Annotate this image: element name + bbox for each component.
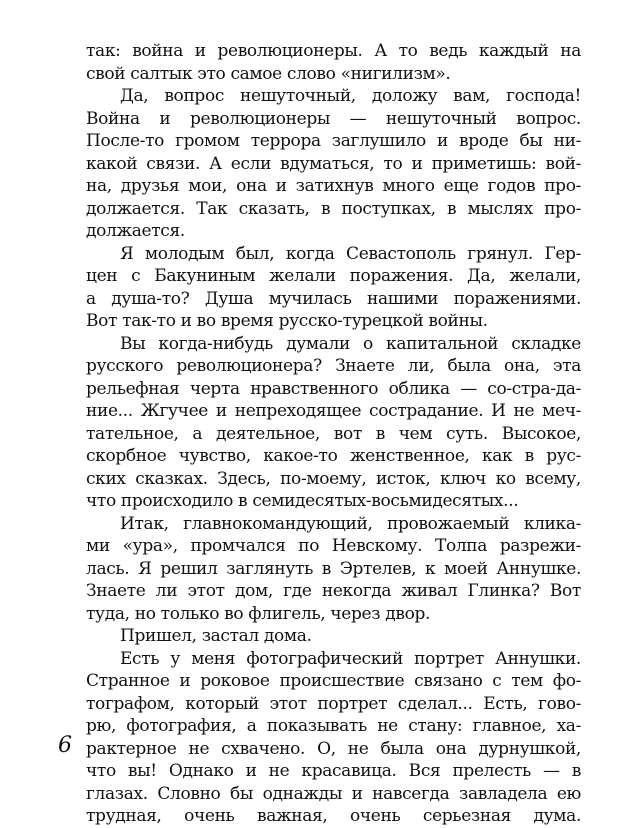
text-line: рактерное не схвачено. О, не была она дурнушкой,: [86, 738, 581, 759]
text-line: Вот так-то и во время русско-турецкой войны.: [86, 311, 488, 331]
text-line: тографом, который этот портрет сделал... Есть, гово-: [86, 693, 581, 714]
text-line: русского революционера? Знаете ли, была она, эта: [86, 356, 581, 376]
text-line: цен с Бакуниным желали поражения. Да, желали,: [86, 266, 581, 286]
text-line: свой салтык это самое слово «нигилизм».: [86, 63, 451, 84]
page-number: 6: [58, 733, 72, 758]
text-line: какой связи. А если вдуматься, то и приметишь: вой-: [86, 153, 581, 174]
text-line: Есть у меня фотографический портрет Аннушки.: [120, 648, 581, 669]
text-line: Война и революционеры — нешуточный вопрос.: [86, 108, 581, 129]
text-line: рельефная черта нравственного облика — со-стра-да-: [86, 378, 581, 399]
text-line: Итак, главнокомандующий, провожаемый клика-: [120, 513, 581, 534]
text-line: После-то громом террора заглушило и вроде бы ни-: [86, 131, 581, 151]
text-line: а душа-то? Душа мучилась нашими поражениями.: [86, 288, 581, 309]
text-line: Вы когда-нибудь думали о капитальной складке: [120, 333, 581, 354]
text-line: должается. Так сказать, в поступках, в мыслях про-: [86, 198, 581, 219]
text-line: на, друзья мои, она и затихнув много еще годов про-: [86, 176, 581, 196]
text-line: тательное, а деятельное, вот в чем суть. Высокое,: [86, 423, 581, 444]
text-line: туда, но только во флигель, через двор.: [86, 603, 431, 624]
text-line: Пришел, застал дома.: [120, 626, 312, 646]
text-line: рю, фотография, а показывать не стану: главное, ха-: [86, 716, 581, 736]
text-line: ние... Жгучее и непреходящее сострадание. И не меч-: [86, 401, 581, 421]
text-line: скорбное чувство, какое-то женственное, как в рус-: [86, 446, 581, 466]
text-line: Да, вопрос нешуточный, доложу вам, господа!: [120, 86, 581, 106]
text-line: глазах. Словно бы однажды и навсегда завладела ею: [86, 783, 581, 804]
text-line: должается.: [86, 221, 185, 241]
text-line: Знаете ли этот дом, где некогда живал Глинка? Вот: [86, 581, 581, 601]
text-line: Странное и роковое происшествие связано с тем фо-: [86, 671, 581, 691]
text-line: так: война и революционеры. А то ведь каждый на: [86, 41, 581, 61]
text-line: ми «ура», промчался по Невскому. Толпа разрежи-: [86, 536, 581, 556]
text-line: что происходило в семидесятых-восьмидесятых...: [86, 491, 519, 511]
text-line: трудная, очень важная, очень серьезная дума.: [86, 806, 581, 826]
text-line: что вы! Однако и не красавица. Вся прелесть — в: [86, 761, 581, 781]
text-line: Я молодым был, когда Севастополь грянул. Гер-: [120, 243, 581, 264]
text-line: ских сказках. Здесь, по-моему, исток, ключ ко всему,: [86, 468, 581, 489]
book-page-text: [86, 40, 581, 828]
text-line: лась. Я решил заглянуть в Эртелев, к моей Аннушке.: [86, 558, 581, 579]
